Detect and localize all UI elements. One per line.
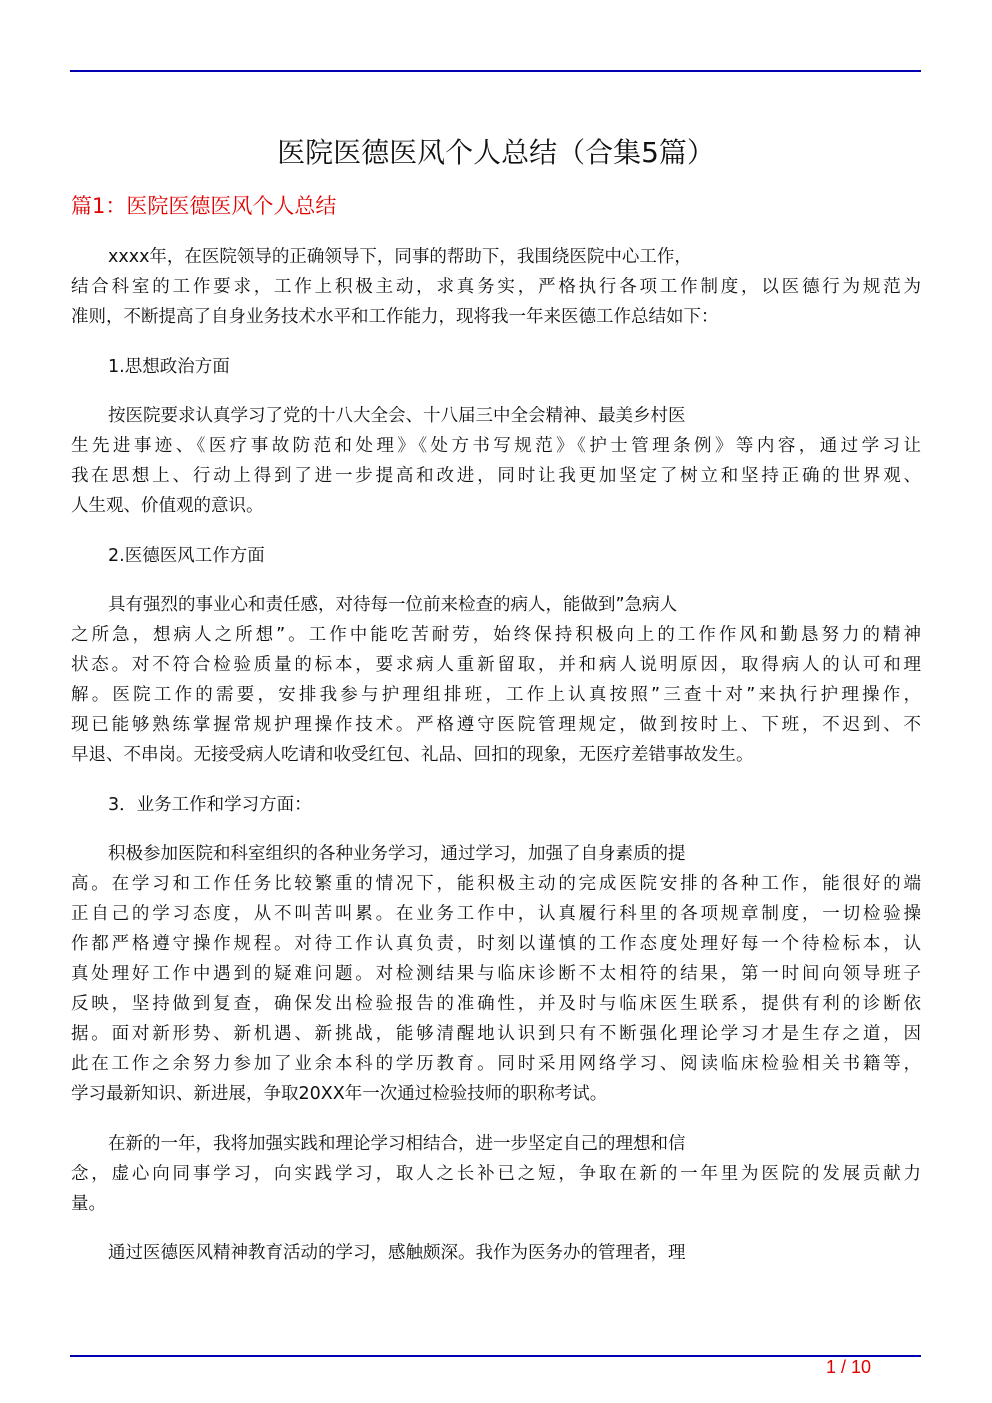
paragraph [71,1129,921,1219]
paragraph-line: 1.思想政治方面 [108,356,230,377]
paragraph-line: 现已能够熟练掌握常规护理操作技术。严格遵守医院管理规定，做到按时上、下班，不迟到、不 [71,715,921,735]
paragraph-line: xxxx年，在医院领导的正确领导下，同事的帮助下，我围绕医院中心工作， [108,247,692,267]
section-heading: 篇1：医院医德医风个人总结 [71,194,337,218]
paragraph-line: 早退、不串岗。无接受病人吃请和收受红包、礼品、回扣的现象，无医疗差错事故发生。 [71,745,754,765]
paragraph [71,401,921,521]
paragraph-line: 作都严格遵守操作规程。对待工作认真负责，时刻以谨慎的工作态度处理好每一个待检标本，认 [71,934,921,954]
paragraph [71,839,921,1109]
paragraph-line: 结合科室的工作要求，工作上积极主动，求真务实，严格执行各项工作制度，以医德行为规范为 [71,277,921,297]
paragraph [71,242,921,332]
paragraph-line: 高。在学习和工作任务比较繁重的情况下，能积极主动的完成医院安排的各种工作，能很好的端 [71,874,921,894]
page-number: 1 / 10 [826,1357,872,1377]
document-body [71,242,921,1288]
paragraph-line: 通过医德医风精神教育活动的学习，感触颇深。我作为医务办的管理者，理 [108,1243,686,1263]
paragraph-line: 正自己的学习态度，从不叫苦叫累。在业务工作中，认真履行科里的各项规章制度，一切检验操 [71,904,921,924]
paragraph-line: 真处理好工作中遇到的疑难问题。对检测结果与临床诊断不太相符的结果，第一时间向领导班子 [71,964,921,984]
paragraph-line: 念，虚心向同事学习，向实践学习，取人之长补已之短，争取在新的一年里为医院的发展贡献力 [71,1163,921,1184]
document-title: 医院医德医风个人总结（合集5篇） [277,136,715,169]
paragraph-line: 我在思想上、行动上得到了进一步提高和改进，同时让我更加坚定了树立和坚持正确的世界观、 [71,466,921,486]
paragraph-line: 人生观、价值观的意识。 [71,496,264,516]
paragraph [71,541,921,571]
paragraph [71,352,921,382]
paragraph-line: 具有强烈的事业心和责任感，对待每一位前来检查的病人，能做到”急病人 [108,595,678,615]
paragraph-line: 按医院要求认真学习了党的十八大全会、十八届三中全会精神、最美乡村医 [108,406,686,426]
header-rule [70,70,921,72]
paragraph-line: 2.医德医风工作方面 [108,545,265,566]
paragraph-line: 3．业务工作和学习方面： [108,794,312,815]
paragraph-line: 准则，不断提高了自身业务技术水平和工作能力，现将我一年来医德工作总结如下： [71,307,719,327]
paragraph-line: 生先进事迹、《医疗事故防范和处理》《处方书写规范》《护士管理条例》等内容，通过学习让 [71,436,921,456]
paragraph-line: 反映，坚持做到复查，确保发出检验报告的准确性，并及时与临床医生联系，提供有利的诊断依 [71,994,921,1014]
paragraph-line: 解。医院工作的需要，安排我参与护理组排班，工作上认真按照”三查十对”来执行护理操作， [71,685,921,705]
paragraph [71,590,921,770]
paragraph-line: 据。面对新形势、新机遇、新挑战，能够清醒地认识到只有不断强化理论学习才是生存之道，因 [71,1024,921,1044]
paragraph-line: 状态。对不符合检验质量的标本，要求病人重新留取，并和病人说明原因，取得病人的认可和理 [71,655,921,675]
paragraph-line: 积极参加医院和科室组织的各种业务学习，通过学习，加强了自身素质的提 [108,844,686,864]
footer-rule [70,1355,921,1357]
paragraph-line: 学习最新知识、新进展，争取20XX年一次通过检验技师的职称考试。 [71,1084,608,1104]
paragraph-line: 此在工作之余努力参加了业余本科的学历教育。同时采用网络学习、阅读临床检验相关书籍等， [71,1054,921,1074]
paragraph-line: 在新的一年，我将加强实践和理论学习相结合，进一步坚定自己的理想和信 [108,1133,686,1154]
paragraph-line: 量。 [71,1193,106,1214]
paragraph-line: 之所急，想病人之所想”。工作中能吃苦耐劳，始终保持积极向上的工作作风和勤恳努力的精神 [71,625,921,645]
paragraph [71,790,921,820]
paragraph [71,1238,921,1268]
